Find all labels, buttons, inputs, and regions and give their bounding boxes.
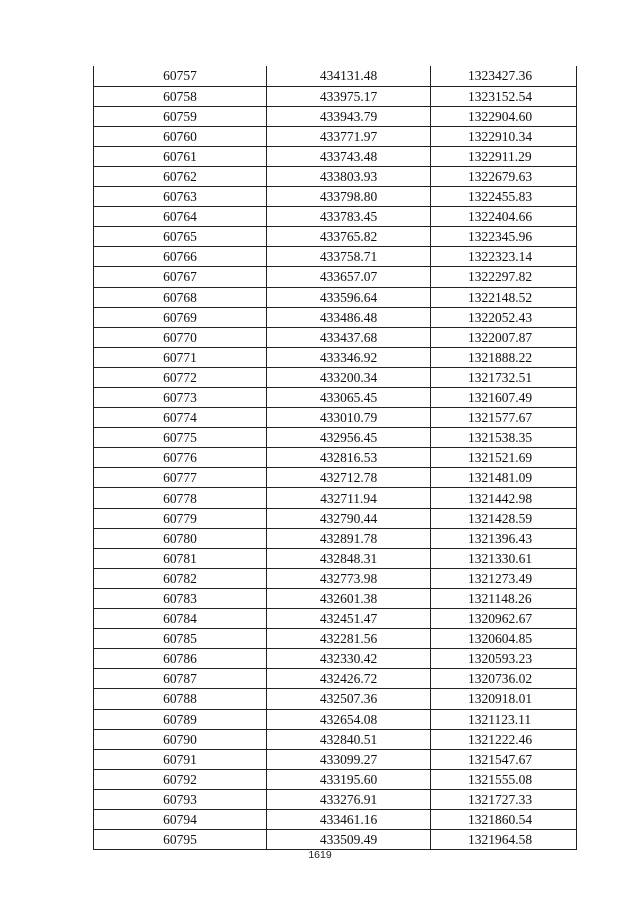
x-coordinate-cell: 432654.08 [267,709,431,729]
point-id-cell: 60763 [94,187,267,207]
y-coordinate-cell: 1321964.58 [431,830,577,850]
x-coordinate-cell: 433099.27 [267,749,431,769]
y-coordinate-cell: 1321860.54 [431,809,577,829]
x-coordinate-cell: 433758.71 [267,247,431,267]
y-coordinate-cell: 1322910.34 [431,126,577,146]
point-id-cell: 60768 [94,287,267,307]
x-coordinate-cell: 433276.91 [267,789,431,809]
table-row [94,609,577,629]
x-coordinate-cell: 433200.34 [267,367,431,387]
point-id-cell: 60771 [94,347,267,367]
y-coordinate-cell: 1321538.35 [431,428,577,448]
table-row [94,66,577,86]
point-id-cell: 60757 [94,66,267,86]
table-row [94,769,577,789]
table-row [94,568,577,588]
y-coordinate-cell: 1321428.59 [431,508,577,528]
y-coordinate-cell: 1321442.98 [431,488,577,508]
x-coordinate-cell: 433975.17 [267,86,431,106]
table-row [94,106,577,126]
table-row [94,689,577,709]
x-coordinate-cell: 433461.16 [267,809,431,829]
table-row [94,408,577,428]
table-row [94,468,577,488]
y-coordinate-cell: 1320604.85 [431,629,577,649]
x-coordinate-cell: 433010.79 [267,408,431,428]
y-coordinate-cell: 1321888.22 [431,347,577,367]
y-coordinate-cell: 1321273.49 [431,568,577,588]
table-row [94,388,577,408]
table-row [94,187,577,207]
table-row [94,669,577,689]
x-coordinate-cell: 433065.45 [267,388,431,408]
table-row [94,347,577,367]
y-coordinate-cell: 1320918.01 [431,689,577,709]
table-row [94,146,577,166]
x-coordinate-cell: 433771.97 [267,126,431,146]
table-row [94,247,577,267]
point-id-cell: 60758 [94,86,267,106]
point-id-cell: 60779 [94,508,267,528]
table-row [94,307,577,327]
y-coordinate-cell: 1321607.49 [431,388,577,408]
point-id-cell: 60773 [94,388,267,408]
x-coordinate-cell: 433346.92 [267,347,431,367]
point-id-cell: 60769 [94,307,267,327]
x-coordinate-cell: 434131.48 [267,66,431,86]
y-coordinate-cell: 1321123.11 [431,709,577,729]
y-coordinate-cell: 1322911.29 [431,146,577,166]
point-id-cell: 60764 [94,207,267,227]
y-coordinate-cell: 1322904.60 [431,106,577,126]
x-coordinate-cell: 433943.79 [267,106,431,126]
y-coordinate-cell: 1321555.08 [431,769,577,789]
table-row [94,749,577,769]
y-coordinate-cell: 1322404.66 [431,207,577,227]
x-coordinate-cell: 432816.53 [267,448,431,468]
x-coordinate-cell: 432712.78 [267,468,431,488]
coordinates-table [93,66,577,850]
table-row [94,508,577,528]
point-id-cell: 60790 [94,729,267,749]
table-row [94,267,577,287]
table-row [94,227,577,247]
x-coordinate-cell: 433509.49 [267,830,431,850]
x-coordinate-cell: 432426.72 [267,669,431,689]
table-row [94,126,577,146]
x-coordinate-cell: 432956.45 [267,428,431,448]
point-id-cell: 60784 [94,609,267,629]
table-row [94,649,577,669]
y-coordinate-cell: 1323427.36 [431,66,577,86]
point-id-cell: 60789 [94,709,267,729]
point-id-cell: 60775 [94,428,267,448]
point-id-cell: 60788 [94,689,267,709]
y-coordinate-cell: 1320593.23 [431,649,577,669]
y-coordinate-cell: 1321481.09 [431,468,577,488]
y-coordinate-cell: 1322052.43 [431,307,577,327]
y-coordinate-cell: 1321521.69 [431,448,577,468]
table-row [94,86,577,106]
x-coordinate-cell: 432840.51 [267,729,431,749]
point-id-cell: 60792 [94,769,267,789]
x-coordinate-cell: 433783.45 [267,207,431,227]
point-id-cell: 60781 [94,548,267,568]
point-id-cell: 60782 [94,568,267,588]
point-id-cell: 60794 [94,809,267,829]
y-coordinate-cell: 1321396.43 [431,528,577,548]
table-row [94,709,577,729]
point-id-cell: 60780 [94,528,267,548]
point-id-cell: 60772 [94,367,267,387]
coordinates-table-body [94,66,577,850]
point-id-cell: 60785 [94,629,267,649]
y-coordinate-cell: 1322297.82 [431,267,577,287]
y-coordinate-cell: 1322148.52 [431,287,577,307]
x-coordinate-cell: 432507.36 [267,689,431,709]
y-coordinate-cell: 1321727.33 [431,789,577,809]
x-coordinate-cell: 432330.42 [267,649,431,669]
x-coordinate-cell: 432711.94 [267,488,431,508]
y-coordinate-cell: 1321222.46 [431,729,577,749]
y-coordinate-cell: 1321148.26 [431,588,577,608]
point-id-cell: 60759 [94,106,267,126]
y-coordinate-cell: 1323152.54 [431,86,577,106]
table-row [94,166,577,186]
table-row [94,548,577,568]
y-coordinate-cell: 1322679.63 [431,166,577,186]
point-id-cell: 60783 [94,588,267,608]
table-row [94,629,577,649]
y-coordinate-cell: 1321577.67 [431,408,577,428]
point-id-cell: 60777 [94,468,267,488]
table-row [94,830,577,850]
y-coordinate-cell: 1322007.87 [431,327,577,347]
point-id-cell: 60760 [94,126,267,146]
table-row [94,588,577,608]
table-row [94,207,577,227]
table-row [94,428,577,448]
x-coordinate-cell: 433798.80 [267,187,431,207]
point-id-cell: 60770 [94,327,267,347]
table-row [94,367,577,387]
table-row [94,809,577,829]
x-coordinate-cell: 432891.78 [267,528,431,548]
y-coordinate-cell: 1322323.14 [431,247,577,267]
x-coordinate-cell: 433657.07 [267,267,431,287]
point-id-cell: 60765 [94,227,267,247]
point-id-cell: 60795 [94,830,267,850]
x-coordinate-cell: 433437.68 [267,327,431,347]
x-coordinate-cell: 432451.47 [267,609,431,629]
x-coordinate-cell: 432773.98 [267,568,431,588]
table-row [94,528,577,548]
page-number: 1619 [308,849,332,861]
y-coordinate-cell: 1320962.67 [431,609,577,629]
y-coordinate-cell: 1322455.83 [431,187,577,207]
y-coordinate-cell: 1320736.02 [431,669,577,689]
x-coordinate-cell: 432848.31 [267,548,431,568]
point-id-cell: 60786 [94,649,267,669]
point-id-cell: 60778 [94,488,267,508]
x-coordinate-cell: 433486.48 [267,307,431,327]
x-coordinate-cell: 432601.38 [267,588,431,608]
table-row [94,287,577,307]
table-row [94,327,577,347]
point-id-cell: 60791 [94,749,267,769]
x-coordinate-cell: 433743.48 [267,146,431,166]
x-coordinate-cell: 433765.82 [267,227,431,247]
point-id-cell: 60774 [94,408,267,428]
y-coordinate-cell: 1322345.96 [431,227,577,247]
x-coordinate-cell: 433803.93 [267,166,431,186]
table-row [94,729,577,749]
point-id-cell: 60762 [94,166,267,186]
y-coordinate-cell: 1321330.61 [431,548,577,568]
x-coordinate-cell: 433195.60 [267,769,431,789]
point-id-cell: 60776 [94,448,267,468]
point-id-cell: 60767 [94,267,267,287]
point-id-cell: 60793 [94,789,267,809]
point-id-cell: 60787 [94,669,267,689]
point-id-cell: 60761 [94,146,267,166]
table-row [94,448,577,468]
y-coordinate-cell: 1321732.51 [431,367,577,387]
x-coordinate-cell: 432281.56 [267,629,431,649]
table-row [94,789,577,809]
x-coordinate-cell: 432790.44 [267,508,431,528]
y-coordinate-cell: 1321547.67 [431,749,577,769]
point-id-cell: 60766 [94,247,267,267]
table-row [94,488,577,508]
x-coordinate-cell: 433596.64 [267,287,431,307]
